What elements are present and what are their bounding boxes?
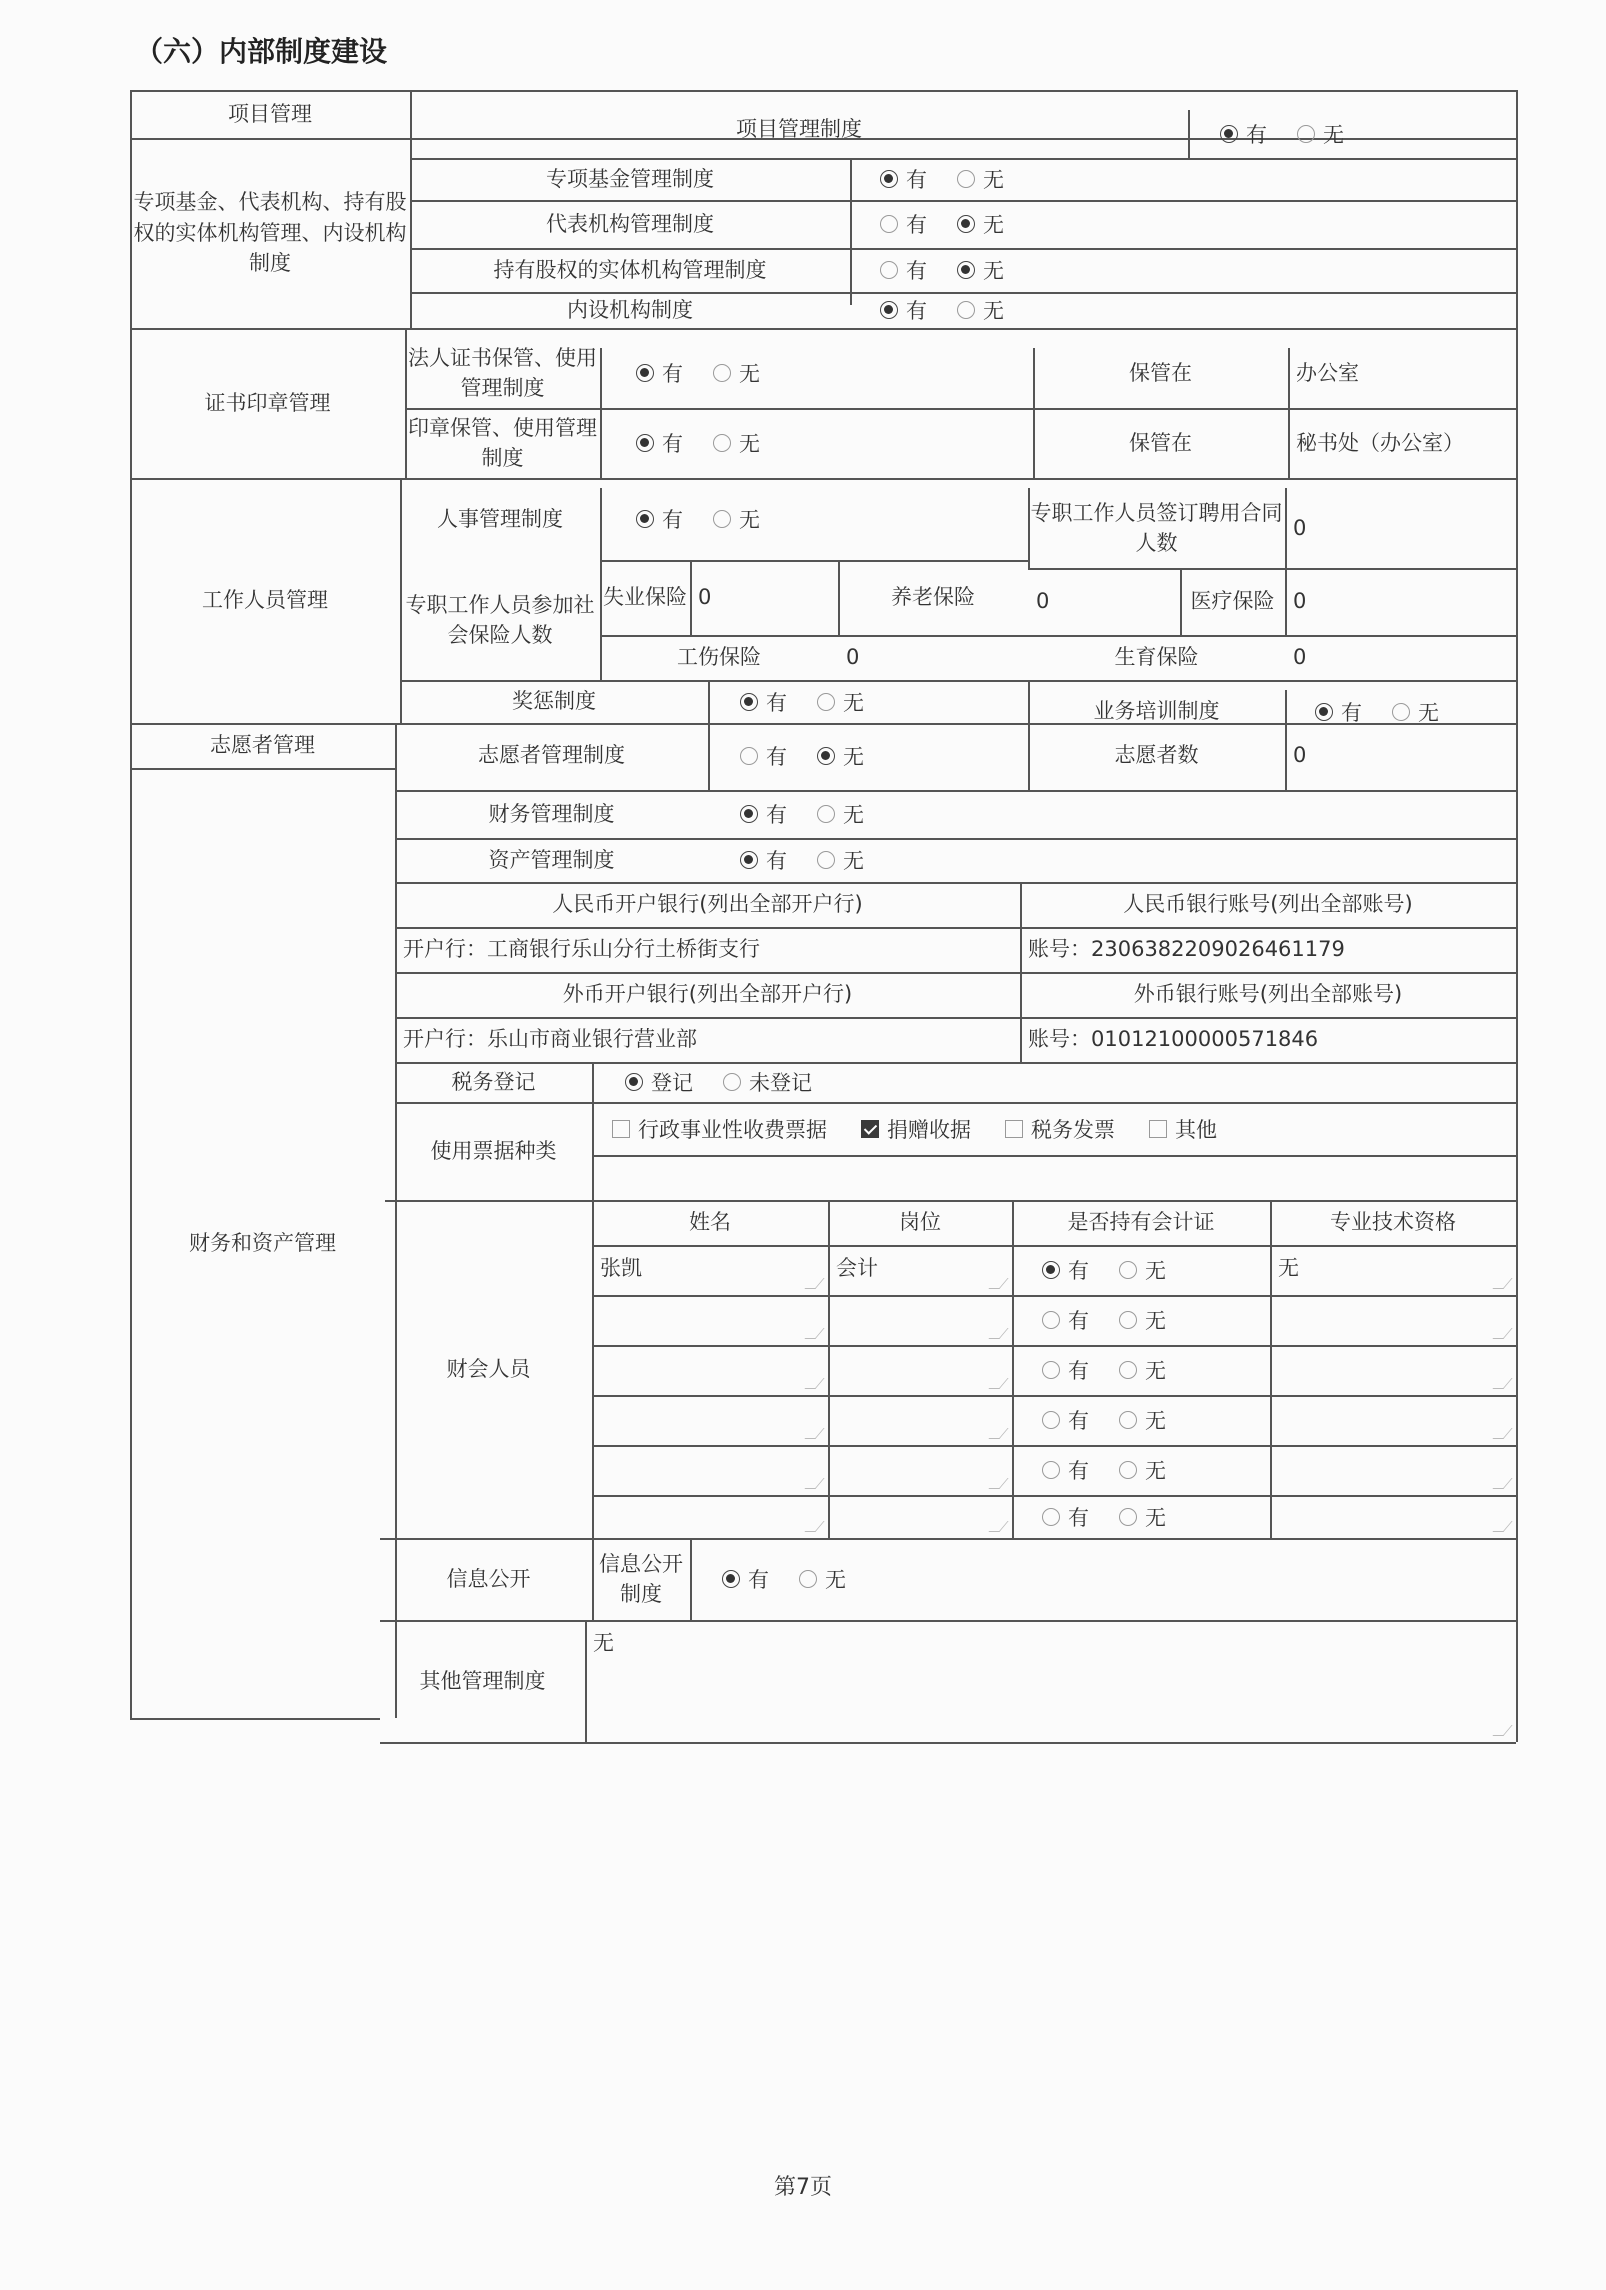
radio-button[interactable]: [740, 693, 758, 711]
accountant-cert-radio: [1042, 1445, 1188, 1495]
seal-policy-label: 法人证书保管、使用管理制度: [408, 345, 597, 400]
rmb-bank-header: 人民币开户银行(列出全部开户行): [552, 892, 863, 917]
radio-button[interactable]: [636, 434, 654, 452]
unemployment-value: 0: [698, 585, 712, 610]
radio-button[interactable]: [817, 805, 835, 823]
resize-grip-icon: [988, 1378, 1008, 1389]
radio-label: 无: [1323, 123, 1344, 147]
radio-button[interactable]: [713, 364, 731, 382]
branch-mgmt-label: 专项基金、代表机构、持有股权的实体机构管理、内设机构制度: [133, 190, 407, 276]
contract-count-value: 0: [1293, 515, 1307, 540]
disclosure-policy-radio: [722, 1538, 868, 1620]
radio-button[interactable]: [1315, 703, 1333, 721]
section-title: （六）内部制度建设: [135, 35, 388, 68]
radio-button[interactable]: [817, 851, 835, 869]
resize-grip-icon: [1492, 1278, 1512, 1289]
project-mgmt-label: 项目管理: [228, 101, 312, 126]
insurance-count-label: 专职工作人员参加社会保险人数: [405, 592, 595, 647]
info-disclosure-label: 信息公开: [446, 1566, 531, 1591]
accountant-post-field[interactable]: [828, 1445, 1012, 1495]
branch-item-radio: [880, 248, 1026, 292]
radio-button[interactable]: [1297, 125, 1315, 143]
radio-label: 无: [1418, 700, 1439, 725]
radio-label: 有: [1068, 1309, 1089, 1333]
other-policy-field[interactable]: 无: [585, 1620, 1516, 1742]
reward-policy-radio: [740, 680, 886, 723]
radio-button[interactable]: [1042, 1461, 1060, 1479]
keep-location-value: 办公室: [1296, 360, 1359, 385]
radio-button[interactable]: [625, 1073, 643, 1091]
accountant-cert-radio: [1042, 1345, 1188, 1395]
accountant-name-field[interactable]: [592, 1345, 828, 1395]
radio-label: 无: [983, 259, 1004, 283]
radio-label: 有: [1068, 1459, 1089, 1483]
radio-label: 无: [1145, 1505, 1166, 1530]
radio-button[interactable]: [1119, 1361, 1137, 1379]
radio-label: 无: [843, 849, 864, 873]
seal-mgmt-label: 证书印章管理: [204, 390, 331, 415]
receipt-checkbox-label: 其他: [1175, 1118, 1217, 1142]
branch-item-label: 内设机构制度: [567, 297, 693, 322]
receipt-checkbox[interactable]: [861, 1120, 879, 1138]
radio-button[interactable]: [713, 434, 731, 452]
radio-button[interactable]: [740, 805, 758, 823]
branch-item-label: 专项基金管理制度: [546, 166, 714, 191]
branch-item-radio: [880, 158, 1026, 200]
radio-label: 无: [983, 299, 1004, 323]
radio-label: 有: [662, 508, 683, 532]
finance-policy-radio: [740, 790, 886, 838]
radio-label: 有: [748, 1568, 769, 1592]
accountant-post-field[interactable]: 会计: [828, 1245, 1012, 1295]
radio-button[interactable]: [880, 215, 898, 233]
table-rule: [592, 1062, 594, 1200]
radio-label: 登记: [651, 1071, 693, 1095]
radio-label: 无: [1145, 1259, 1166, 1283]
injury-value: 0: [846, 645, 860, 670]
accountant-cert-radio: [1042, 1295, 1188, 1345]
pension-value: 0: [1036, 589, 1050, 614]
page-number: 第7页: [774, 2175, 832, 2200]
accountant-col-header: 岗位: [899, 1210, 941, 1235]
branch-item-label: 持有股权的实体机构管理制度: [493, 257, 767, 282]
disclosure-policy-label: 信息公开制度: [599, 1551, 683, 1606]
accountant-qual-field[interactable]: 无: [1270, 1245, 1516, 1295]
seal-policy-label: 印章保管、使用管理制度: [408, 415, 597, 470]
receipt-type-label: 使用票据种类: [430, 1138, 557, 1163]
accountant-col-header: 是否持有会计证: [1067, 1210, 1215, 1235]
resize-grip-icon: [1492, 1725, 1512, 1736]
radio-label: 无: [1145, 1459, 1166, 1483]
other-policy-label: 其他管理制度: [419, 1668, 546, 1693]
seal-policy-radio: [636, 408, 782, 478]
rmb-account-header: 人民币银行账号(列出全部账号): [1123, 892, 1413, 917]
radio-button[interactable]: [1119, 1508, 1137, 1526]
radio-button[interactable]: [1042, 1411, 1060, 1429]
staff-mgmt-label: 工作人员管理: [202, 588, 328, 613]
resize-grip-icon: [1492, 1478, 1512, 1489]
radio-button[interactable]: [713, 510, 731, 528]
resize-grip-icon: [804, 1478, 824, 1489]
radio-label: 无: [983, 213, 1004, 237]
project-policy-label: 项目管理制度: [736, 116, 862, 141]
radio-button[interactable]: [880, 261, 898, 279]
radio-label: 有: [662, 362, 683, 386]
radio-button[interactable]: [740, 851, 758, 869]
accountant-name-field[interactable]: [592, 1445, 828, 1495]
resize-grip-icon: [804, 1378, 824, 1389]
resize-grip-icon: [804, 1521, 824, 1532]
radio-button[interactable]: [636, 364, 654, 382]
radio-button[interactable]: [1042, 1311, 1060, 1329]
injury-label: 工伤保险: [677, 645, 761, 670]
radio-label: 无: [843, 690, 864, 715]
radio-label: 有: [662, 432, 683, 456]
radio-label: 无: [739, 362, 760, 386]
receipt-checkbox[interactable]: [1149, 1120, 1167, 1138]
branch-item-label: 代表机构管理制度: [546, 211, 714, 236]
radio-button[interactable]: [817, 747, 835, 765]
table-rule: [1516, 90, 1518, 1742]
radio-button[interactable]: [1042, 1261, 1060, 1279]
medical-value: 0: [1293, 589, 1307, 614]
receipt-checkbox[interactable]: [1005, 1120, 1023, 1138]
seal-policy-radio: [636, 338, 782, 408]
radio-button[interactable]: [1392, 703, 1410, 721]
table-rule: [380, 1742, 1516, 1744]
branch-item-radio: [880, 200, 1026, 248]
volunteer-count-value: 0: [1293, 743, 1307, 768]
resize-grip-icon: [988, 1278, 1008, 1289]
table-rule: [850, 158, 852, 305]
radio-button[interactable]: [957, 301, 975, 319]
resize-grip-icon: [988, 1328, 1008, 1339]
fx-account-value: 账号：01012100000571846: [1028, 1027, 1319, 1052]
radio-label: 无: [843, 744, 864, 769]
radio-button[interactable]: [1042, 1508, 1060, 1526]
fx-bank-value: 开户行：乐山市商业银行营业部: [403, 1027, 697, 1052]
accountant-qual-field[interactable]: [1270, 1445, 1516, 1495]
accountant-label: 财会人员: [446, 1356, 531, 1381]
finance-policy-label: 财务管理制度: [488, 801, 615, 826]
radio-button[interactable]: [1042, 1361, 1060, 1379]
radio-button[interactable]: [740, 747, 758, 765]
radio-button[interactable]: [1119, 1311, 1137, 1329]
hr-policy-radio: [636, 478, 782, 560]
radio-label: 有: [1068, 1259, 1089, 1283]
resize-grip-icon: [1492, 1378, 1512, 1389]
radio-button[interactable]: [1119, 1411, 1137, 1429]
accountant-qual-field[interactable]: [1270, 1495, 1516, 1538]
radio-button[interactable]: [957, 170, 975, 188]
radio-label: 未登记: [749, 1071, 812, 1095]
receipt-checkbox-label: 税务发票: [1031, 1118, 1115, 1142]
table-rule: [708, 680, 710, 790]
accountant-name-field[interactable]: [592, 1395, 828, 1445]
accountant-post-field[interactable]: [828, 1395, 1012, 1445]
resize-grip-icon: [1492, 1328, 1512, 1339]
accountant-cert-radio: [1042, 1395, 1188, 1445]
radio-button[interactable]: [817, 693, 835, 711]
accountant-qual-field[interactable]: [1270, 1395, 1516, 1445]
medical-label: 医疗保险: [1190, 589, 1275, 614]
resize-grip-icon: [988, 1521, 1008, 1532]
accountant-qual-field[interactable]: [1270, 1295, 1516, 1345]
hr-policy-label: 人事管理制度: [437, 506, 563, 531]
fx-account-header: 外币银行账号(列出全部账号): [1133, 982, 1403, 1007]
asset-policy-label: 资产管理制度: [488, 847, 615, 872]
radio-button[interactable]: [636, 510, 654, 528]
accountant-post-field[interactable]: [828, 1295, 1012, 1345]
radio-button[interactable]: [957, 215, 975, 233]
resize-grip-icon: [1492, 1428, 1512, 1439]
radio-button[interactable]: [723, 1073, 741, 1091]
radio-label: 有: [906, 259, 927, 283]
resize-grip-icon: [804, 1328, 824, 1339]
tax-registration-label: 税务登记: [451, 1069, 536, 1094]
rmb-account-value: 账号：2306382209026461179: [1028, 937, 1345, 962]
radio-label: 无: [739, 508, 760, 532]
radio-label: 有: [906, 213, 927, 237]
reward-policy-label: 奖惩制度: [512, 689, 596, 714]
radio-label: 无: [983, 168, 1004, 192]
radio-label: 有: [766, 690, 787, 715]
rmb-bank-value: 开户行：工商银行乐山分行土桥街支行: [403, 937, 760, 962]
accountant-cert-radio: [1042, 1495, 1188, 1538]
table-rule: [130, 1718, 380, 1720]
volunteer-count-label: 志愿者数: [1114, 743, 1199, 768]
table-rule: [600, 348, 602, 478]
table-rule: [1188, 110, 1190, 158]
table-rule: [1012, 1200, 1014, 1538]
keep-location-label: 保管在: [1129, 430, 1192, 455]
radio-label: 有: [906, 168, 927, 192]
table-rule: [690, 1538, 692, 1620]
radio-label: 有: [1068, 1505, 1089, 1530]
resize-grip-icon: [988, 1428, 1008, 1439]
radio-label: 有: [766, 744, 787, 769]
radio-button[interactable]: [880, 170, 898, 188]
branch-item-radio: [880, 292, 1026, 328]
radio-button[interactable]: [957, 261, 975, 279]
radio-label: 有: [1341, 700, 1362, 725]
training-policy-radio: [1315, 690, 1461, 733]
accountant-col-header: 专业技术资格: [1330, 1210, 1456, 1235]
radio-label: 无: [1145, 1409, 1166, 1433]
radio-label: 有: [906, 299, 927, 323]
resize-grip-icon: [804, 1278, 824, 1289]
radio-label: 无: [843, 803, 864, 827]
accountant-name-field[interactable]: 张凯: [592, 1245, 828, 1295]
accountant-name-field[interactable]: [592, 1295, 828, 1345]
volunteer-mgmt-label: 志愿者管理: [210, 733, 315, 758]
unemployment-label: 失业保险: [603, 585, 687, 610]
radio-button[interactable]: [722, 1570, 740, 1588]
radio-label: 无: [1145, 1359, 1166, 1383]
resize-grip-icon: [1492, 1521, 1512, 1532]
receipt-checkbox[interactable]: [612, 1120, 630, 1138]
accountant-name-field[interactable]: [592, 1495, 828, 1538]
maternity-value: 0: [1293, 645, 1307, 670]
accountant-post-field[interactable]: [828, 1345, 1012, 1395]
resize-grip-icon: [804, 1428, 824, 1439]
accountant-qual-field[interactable]: [1270, 1345, 1516, 1395]
radio-button[interactable]: [799, 1570, 817, 1588]
contract-count-label: 专职工作人员签订聘用合同人数: [1030, 500, 1283, 555]
radio-button[interactable]: [880, 301, 898, 319]
accountant-post-field[interactable]: [828, 1495, 1012, 1538]
accountant-col-header: 姓名: [689, 1210, 731, 1235]
radio-label: 有: [1246, 123, 1267, 147]
accountant-cert-radio: [1042, 1245, 1188, 1295]
keep-location-value: 秘书处（办公室）: [1296, 430, 1464, 455]
receipt-checkbox-label: 捐赠收据: [887, 1118, 971, 1142]
radio-label: 有: [766, 803, 787, 827]
volunteer-policy-label: 志愿者管理制度: [478, 743, 625, 768]
asset-policy-radio: [740, 838, 886, 882]
radio-button[interactable]: [1220, 125, 1238, 143]
radio-label: 有: [1068, 1409, 1089, 1433]
radio-label: 无: [1145, 1309, 1166, 1333]
volunteer-policy-radio: [740, 733, 886, 778]
finance-mgmt-label: 财务和资产管理: [189, 1230, 336, 1255]
radio-button[interactable]: [1119, 1261, 1137, 1279]
radio-label: 无: [739, 432, 760, 456]
receipt-checkbox-label: 行政事业性收费票据: [638, 1118, 827, 1142]
radio-label: 有: [1068, 1359, 1089, 1383]
radio-label: 有: [766, 849, 787, 873]
radio-button[interactable]: [1119, 1461, 1137, 1479]
radio-label: 无: [825, 1568, 846, 1592]
resize-grip-icon: [988, 1478, 1008, 1489]
table-rule: [592, 1155, 1516, 1157]
fx-bank-header: 外币开户银行(列出全部开户行): [562, 982, 853, 1007]
training-policy-label: 业务培训制度: [1093, 699, 1220, 724]
pension-label: 养老保险: [891, 585, 975, 610]
receipt-type-checkboxes: [612, 1108, 1243, 1150]
tax-registration-radio: [625, 1062, 834, 1102]
maternity-label: 生育保险: [1114, 645, 1199, 670]
keep-location-label: 保管在: [1129, 360, 1192, 385]
project-policy-radio: [1220, 110, 1366, 158]
